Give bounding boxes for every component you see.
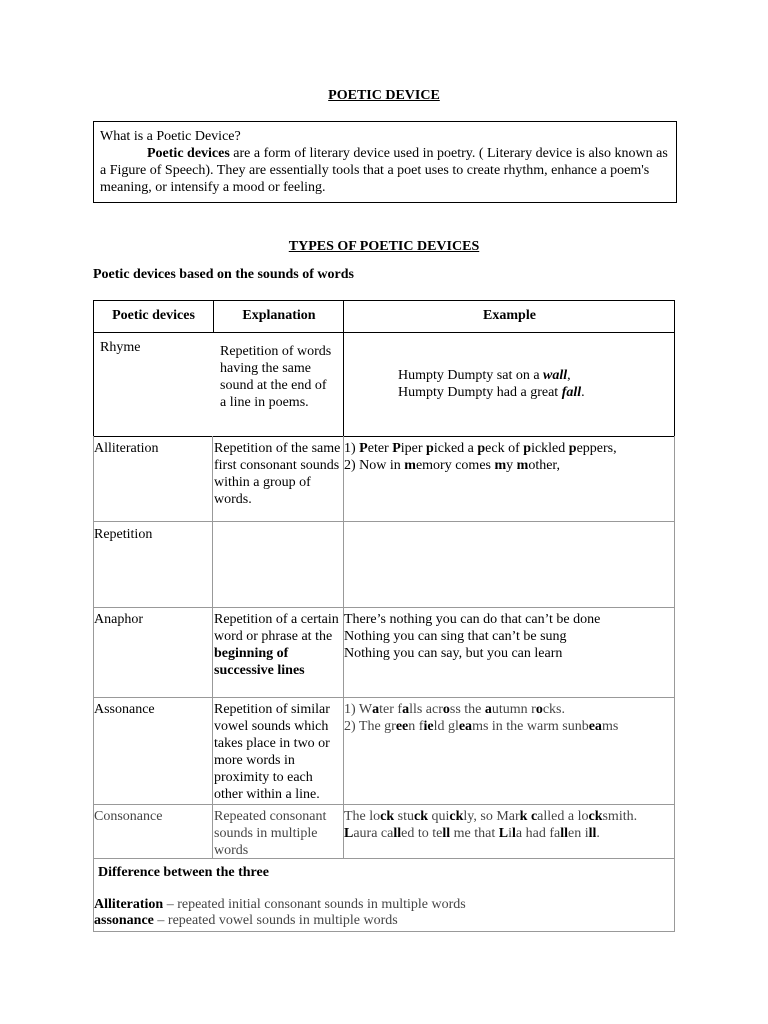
example-line <box>344 808 674 825</box>
text-run: ee <box>395 719 409 734</box>
text-run: alled a lo <box>537 809 589 824</box>
text-run: iper <box>400 441 427 456</box>
example-anaphor <box>343 611 675 662</box>
text-run: Repetition of a certain word or phrase at the <box>214 612 339 644</box>
text-run: P <box>359 441 368 456</box>
text-run: ly, so Mar <box>463 809 520 824</box>
text-run: ll <box>560 826 568 841</box>
text-run: icked a <box>433 441 478 456</box>
text-run: ck <box>414 809 428 824</box>
text-run: smith. <box>602 809 638 824</box>
text-run: m <box>494 458 507 473</box>
difference-assonance <box>93 912 663 929</box>
text-run: o <box>535 702 543 717</box>
text-run: ie <box>423 719 434 734</box>
text-run: stu <box>394 809 414 824</box>
text-run: other, <box>528 458 561 473</box>
definition-term: Poetic devices <box>147 146 230 161</box>
text-run: m <box>404 458 416 473</box>
explanation-anaphor <box>213 611 343 679</box>
text-run: qui <box>428 809 450 824</box>
text-run: . <box>581 385 585 400</box>
example-line <box>344 457 674 474</box>
text-run: 1) W <box>344 702 373 717</box>
example-assonance <box>343 701 675 735</box>
text-run: 2) The gr <box>344 719 396 734</box>
text-run: eck of <box>485 441 524 456</box>
device-consonance: Consonance <box>94 809 163 824</box>
text-run: ss the <box>449 702 485 717</box>
text-run: wall <box>543 368 568 383</box>
text-run: ea <box>588 719 602 734</box>
definition-body: are a form of literary device used in poetry. ( Literary device is also known as a Figure of Speech). They are essentially tools that a poet uses to create rhythm, enhance a poem's meaning, or intensify a mood or feeling. <box>100 146 668 195</box>
text-run: a had fa <box>515 826 561 841</box>
row-divider <box>93 804 675 805</box>
row-divider <box>93 607 675 608</box>
example-line <box>398 367 666 384</box>
text-run: Nothing you can say, but you can learn <box>344 646 563 661</box>
row-divider <box>343 332 344 437</box>
text-run: ll <box>442 826 451 841</box>
text-run: y <box>506 458 517 473</box>
example-line <box>344 718 674 735</box>
text-run: a <box>402 702 410 717</box>
text-run: ed to te <box>401 826 443 841</box>
text-run: ll <box>393 826 402 841</box>
definition-box <box>93 121 677 203</box>
text-run: p <box>477 441 486 456</box>
header-explanation: Explanation <box>242 308 316 323</box>
text-run: , <box>567 368 571 383</box>
example-alliteration <box>343 440 675 474</box>
definition-question: What is a Poetic Device? <box>100 129 241 144</box>
example-line <box>344 645 674 662</box>
device-repetition: Repetition <box>94 527 153 542</box>
text-run: en i <box>567 826 589 841</box>
text-run: a <box>372 702 380 717</box>
explanation-alliteration: Repetition of the same first consonant sounds within a group of words. <box>214 441 341 507</box>
row-divider <box>93 697 675 698</box>
text-run: There’s nothing you can do that can’t be done <box>344 612 601 627</box>
example-line <box>344 440 674 457</box>
text-run: Humpty Dumpty sat on a <box>398 368 544 383</box>
types-title: TYPES OF POETIC DEVICES <box>288 239 480 254</box>
text-run: p <box>523 441 532 456</box>
text-run: ck <box>380 809 395 824</box>
text-run: c <box>530 809 538 824</box>
device-assonance: Assonance <box>94 702 155 717</box>
text-run: p <box>568 441 577 456</box>
text-run: aura ca <box>353 826 394 841</box>
difference-term: assonance <box>94 913 154 928</box>
text-run: ms in the warm sunb <box>472 719 589 734</box>
example-line <box>344 611 674 628</box>
text-run: ck <box>588 809 603 824</box>
example-line <box>344 825 674 842</box>
example-rhyme <box>397 367 667 401</box>
text-run: beginning of successive lines <box>214 646 305 678</box>
text-run: Humpty Dumpty had a great <box>398 385 562 400</box>
example-consonance <box>343 808 675 842</box>
text-run: fall <box>561 385 582 400</box>
text-run: cks. <box>542 702 566 717</box>
text-run: L <box>344 826 354 841</box>
text-run: m <box>516 458 529 473</box>
row-divider <box>93 858 675 859</box>
text-run: P <box>392 441 401 456</box>
text-run: n f <box>408 719 424 734</box>
header-devices: Poetic devices <box>112 308 195 323</box>
example-line <box>344 628 674 645</box>
text-run: ms <box>601 719 619 734</box>
text-run: . <box>596 826 600 841</box>
text-run: a <box>484 702 492 717</box>
text-run: utumn r <box>491 702 536 717</box>
text-run: eter <box>367 441 393 456</box>
text-run: ll <box>588 826 597 841</box>
text-run: ld gl <box>433 719 459 734</box>
text-run: p <box>426 441 434 456</box>
text-run: 1) <box>344 441 360 456</box>
text-run: Nothing you can sing that can’t be sung <box>344 629 567 644</box>
definition-text <box>100 145 670 196</box>
text-run: 2) Now in <box>344 458 405 473</box>
difference-text: – repeated initial consonant sounds in multiple words <box>163 897 466 912</box>
text-run: emory comes <box>415 458 495 473</box>
difference-heading: Difference between the three <box>98 865 269 880</box>
header-example: Example <box>483 308 536 323</box>
text-run: ter f <box>379 702 403 717</box>
text-run: me that <box>450 826 499 841</box>
text-run: ea <box>458 719 473 734</box>
text-run: ck <box>449 809 464 824</box>
row-divider <box>93 521 675 522</box>
text-run: i <box>508 826 512 841</box>
difference-text: – repeated vowel sounds in multiple words <box>153 913 398 928</box>
explanation-assonance: Repetition of similar vowel sounds which takes place in two or more words in proximity to each other within a line. <box>214 702 330 802</box>
page-title: POETIC DEVICE <box>328 88 440 103</box>
explanation-consonance: Repeated consonant sounds in multiple words <box>214 809 327 858</box>
section-heading: Poetic devices based on the sounds of words <box>93 267 354 282</box>
text-run: l <box>512 826 516 841</box>
text-run: k <box>519 809 528 824</box>
example-line <box>344 701 674 718</box>
device-anaphor: Anaphor <box>94 612 143 627</box>
example-line <box>398 384 666 401</box>
difference-term: Alliteration <box>94 897 164 912</box>
text-run: L <box>498 826 509 841</box>
text-run: eppers, <box>576 441 617 456</box>
text-run: The lo <box>344 809 381 824</box>
explanation-rhyme: Repetition of words having the same sound at the end of a line in poems. <box>220 344 332 410</box>
text-run: o <box>442 702 450 717</box>
text-run: lls acr <box>409 702 443 717</box>
device-alliteration: Alliteration <box>94 441 159 456</box>
device-rhyme: Rhyme <box>100 340 141 355</box>
difference-alliteration <box>93 896 663 913</box>
text-run: ickled <box>531 441 569 456</box>
